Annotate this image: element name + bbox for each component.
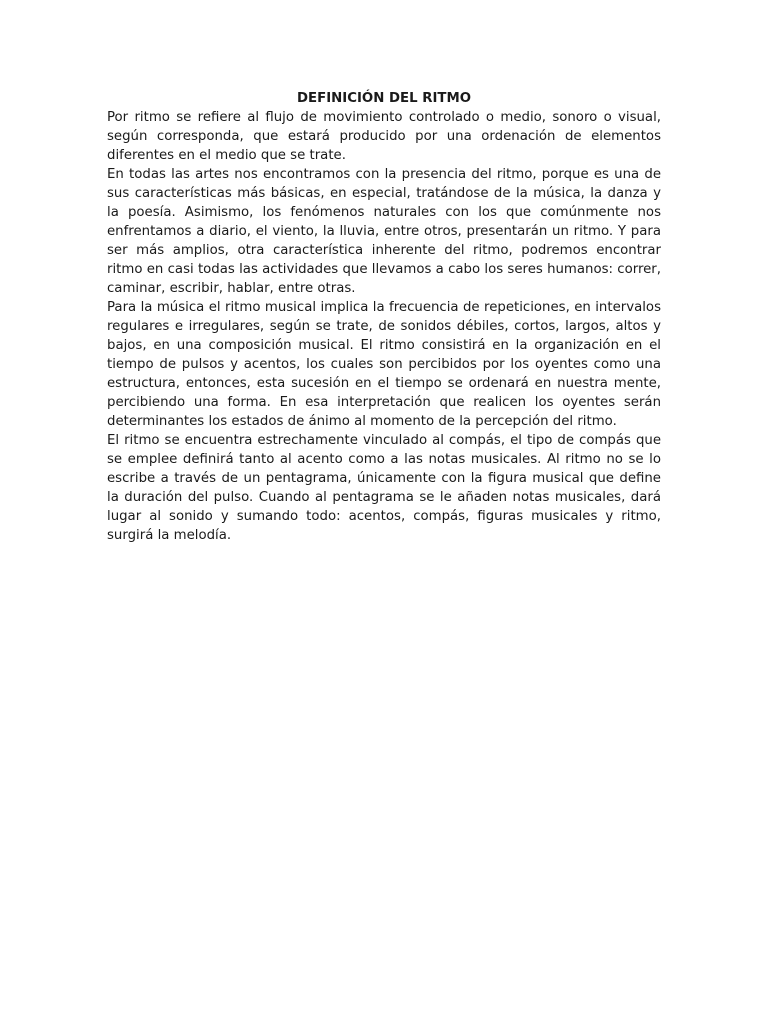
paragraph-2: En todas las artes nos encontramos con la presencia del ritmo, porque es una de sus características más básicas, en especial, tratándose de la música, la danza y la poesía. Asimismo, los fenómenos naturales con los que comúnmente nos enfrentamos a diario, el viento, la lluvia, entre otros, presentarán un ritmo. Y para ser más amplios, otra característica inherente del ritmo, podremos encontrar ritmo en casi todas las actividades que llevamos a cabo los seres humanos: correr, caminar, escribir, hablar, entre otras. (107, 167, 661, 296)
document-title: DEFINICIÓN DEL RITMO (296, 91, 471, 106)
paragraph-4: El ritmo se encuentra estrechamente vinculado al compás, el tipo de compás que se emplee definirá tanto al acento como a las notas musicales. Al ritmo no se lo escribe a través de un pentagrama, únicamente con la figura musical que define la duración del pulso. Cuando al pentagrama se le añaden notas musicales, dará lugar al sonido y sumando todo: acentos, compás, figuras musicales y ritmo, surgirá la melodía. (107, 433, 661, 543)
paragraph-3: Para la música el ritmo musical implica la frecuencia de repeticiones, en intervalos regulares e irregulares, según se trate, de sonidos débiles, cortos, largos, altos y bajos, en una composición musical. El ritmo consistirá en la organización en el tiempo de pulsos y acentos, los cuales son percibidos por los oyentes como una estructura, entonces, esta sucesión en el tiempo se ordenará en nuestra mente, percibiendo una forma. En esa interpretación que realicen los oyentes serán determinantes los estados de ánimo al momento de la percepción del ritmo. (107, 300, 661, 429)
document-body (107, 89, 661, 545)
paragraph-1: Por ritmo se refiere al flujo de movimiento controlado o medio, sonoro o visual, según corresponda, que estará producido por una ordenación de elementos diferentes en el medio que se trate. (107, 110, 661, 163)
